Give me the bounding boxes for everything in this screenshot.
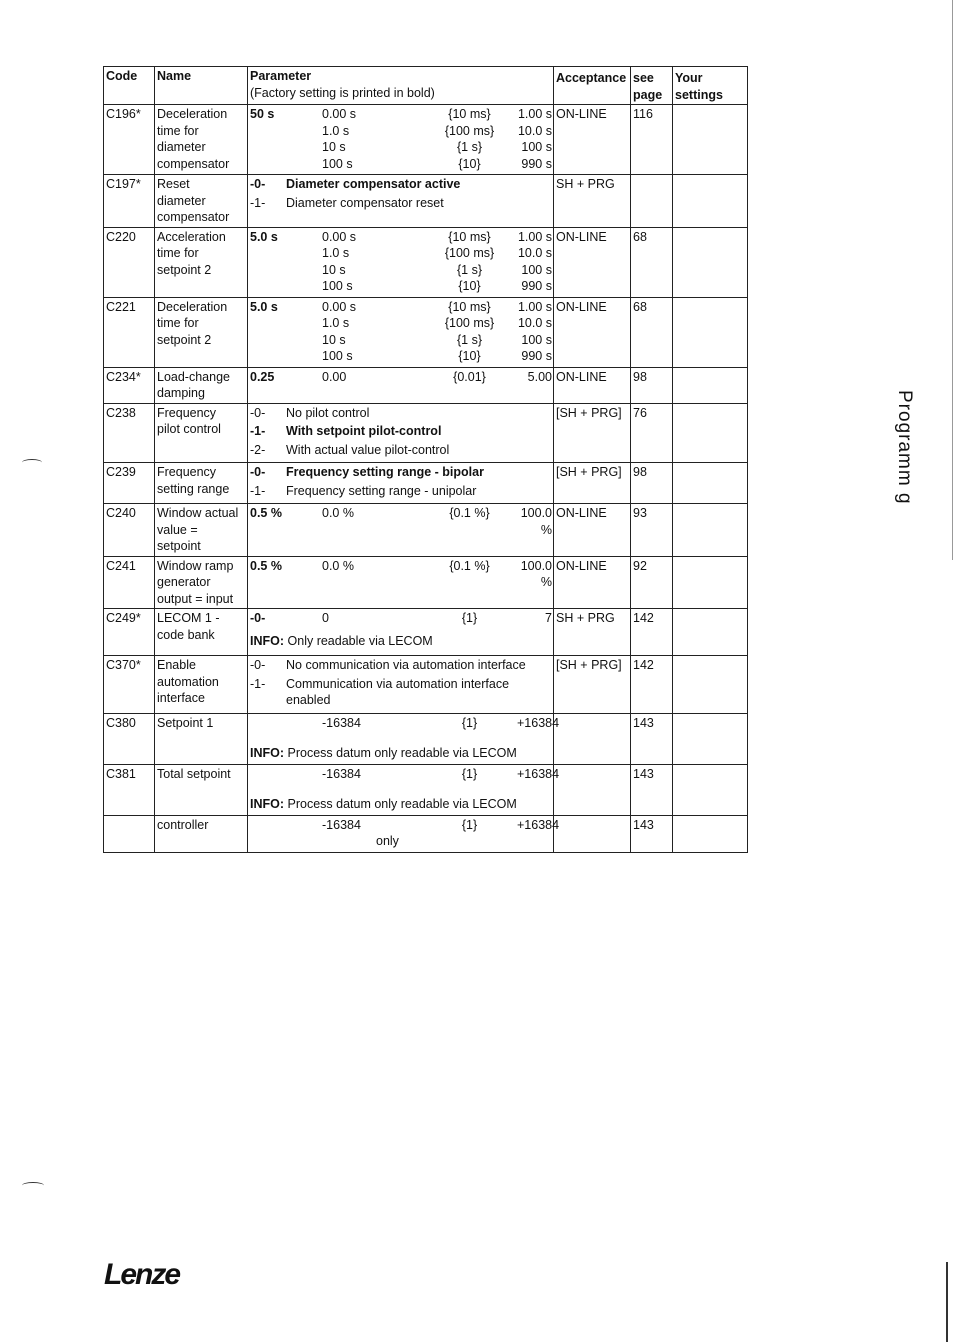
option-text: Frequency setting range - bipolar bbox=[286, 465, 484, 479]
parameter-cell bbox=[248, 297, 554, 367]
option-code: -1- bbox=[250, 483, 266, 498]
range-step: {1 s} bbox=[456, 140, 483, 154]
table-row bbox=[104, 815, 748, 852]
range-max: 100.0 % bbox=[520, 558, 552, 589]
range-max: 100 s bbox=[521, 140, 552, 154]
name-line: setpoint 2 bbox=[157, 332, 212, 347]
option-code: -0- bbox=[250, 465, 266, 479]
acceptance-cell: [SH + PRG] bbox=[554, 403, 631, 463]
name-line: Load-change bbox=[157, 369, 230, 384]
table-row bbox=[104, 367, 748, 403]
range-line bbox=[250, 817, 560, 834]
option-code: -1- bbox=[250, 195, 266, 210]
parameter-cell bbox=[248, 175, 554, 228]
range-min: 1.0 s bbox=[322, 123, 350, 138]
acceptance-cell: SH + PRG bbox=[554, 609, 631, 656]
range-min: 100 s bbox=[322, 279, 353, 293]
option-text: Frequency setting range - unipolar bbox=[286, 483, 477, 498]
header-name: Name bbox=[155, 67, 248, 105]
range-line bbox=[250, 245, 551, 262]
acceptance-cell: [SH + PRG] bbox=[554, 463, 631, 504]
parameter-extra: only bbox=[376, 834, 399, 848]
factory-setting bbox=[250, 766, 322, 783]
page-cell bbox=[631, 175, 673, 228]
page-cell: 143 bbox=[631, 713, 673, 764]
header-row bbox=[104, 67, 748, 105]
your-settings-cell bbox=[673, 656, 748, 714]
range-line bbox=[250, 106, 551, 123]
option-line bbox=[250, 657, 551, 674]
info-text: Only readable via LECOM bbox=[287, 633, 433, 648]
range-max: +16384 bbox=[517, 817, 560, 832]
name-cell bbox=[155, 227, 248, 297]
page-cell: 142 bbox=[631, 656, 673, 714]
factory-setting bbox=[250, 156, 322, 173]
range-max: 990 s bbox=[521, 156, 552, 171]
header-parameter-note: (Factory setting is printed in bold) bbox=[250, 85, 435, 100]
name-cell bbox=[155, 367, 248, 403]
name-line: automation bbox=[157, 674, 219, 689]
page-cell: 93 bbox=[631, 504, 673, 557]
factory-setting: 0.5 % bbox=[250, 506, 282, 520]
margin-mark bbox=[22, 459, 42, 466]
range-min: 10 s bbox=[322, 140, 346, 154]
range-max: 990 s bbox=[521, 279, 552, 293]
table-row bbox=[104, 463, 748, 504]
name-cell bbox=[155, 297, 248, 367]
code-cell: C220 bbox=[104, 227, 155, 297]
factory-setting: 0.5 % bbox=[250, 558, 282, 573]
table-row bbox=[104, 227, 748, 297]
info-label: INFO: bbox=[250, 797, 285, 811]
range-step: {1} bbox=[461, 817, 478, 832]
table-row bbox=[104, 504, 748, 557]
range-min: 0 bbox=[322, 611, 329, 625]
page-cell: 143 bbox=[631, 764, 673, 815]
range-min: -16384 bbox=[322, 766, 361, 781]
factory-setting: 50 s bbox=[250, 107, 275, 121]
option-text: Diameter compensator active bbox=[286, 177, 461, 191]
range-step: {10} bbox=[458, 279, 481, 293]
range-step: {100 ms} bbox=[444, 123, 495, 138]
name-line: time for bbox=[157, 316, 199, 330]
factory-setting bbox=[250, 262, 322, 279]
option-text: With setpoint pilot-control bbox=[286, 424, 442, 438]
option-text: Communication via automation interface enabled bbox=[286, 676, 510, 707]
page-edge-line bbox=[952, 0, 953, 560]
range-min: 0.00 s bbox=[322, 107, 357, 121]
option-line bbox=[250, 176, 551, 193]
spacer bbox=[250, 782, 551, 796]
header-parameter-title: Parameter bbox=[250, 69, 312, 83]
code-cell: C238 bbox=[104, 403, 155, 463]
range-line bbox=[250, 505, 551, 538]
name-cell bbox=[155, 609, 248, 656]
page-cell: 98 bbox=[631, 463, 673, 504]
table-row bbox=[104, 175, 748, 228]
table-row bbox=[104, 556, 748, 609]
header-acceptance bbox=[554, 67, 631, 105]
name-line: value = bbox=[157, 522, 198, 537]
range-min: 0.0 % bbox=[322, 558, 354, 573]
option-line bbox=[250, 442, 551, 459]
range-step: {0.1 %} bbox=[449, 558, 490, 573]
page-cell: 116 bbox=[631, 105, 673, 175]
acceptance-cell: ON-LINE bbox=[554, 105, 631, 175]
header-acceptance-label: Acceptance bbox=[556, 71, 627, 85]
your-settings-cell bbox=[673, 367, 748, 403]
factory-setting bbox=[250, 139, 322, 156]
option-code: -1- bbox=[250, 676, 266, 691]
parameter-cell bbox=[248, 815, 560, 852]
range-min: 10 s bbox=[322, 332, 346, 347]
range-step: {10 ms} bbox=[448, 299, 491, 314]
option-text: No communication via automation interface bbox=[286, 658, 526, 672]
page-cell: 92 bbox=[631, 556, 673, 609]
range-step: {100 ms} bbox=[444, 246, 495, 260]
name-line: output = input bbox=[157, 591, 234, 606]
name-line: Frequency bbox=[157, 405, 217, 420]
name-line: Frequency bbox=[157, 465, 217, 479]
range-line bbox=[250, 156, 551, 173]
info-line bbox=[250, 745, 551, 762]
acceptance-cell: ON-LINE bbox=[554, 227, 631, 297]
range-min: 1.0 s bbox=[322, 246, 350, 260]
header-see-page-2: page bbox=[633, 87, 663, 102]
option-line bbox=[250, 464, 551, 481]
name-line: setpoint 2 bbox=[157, 262, 212, 277]
code-cell: C239 bbox=[104, 463, 155, 504]
parameter-cell bbox=[248, 227, 554, 297]
name-line: Window actual bbox=[157, 506, 239, 520]
your-settings-cell bbox=[673, 297, 748, 367]
factory-setting: 0.25 bbox=[250, 369, 275, 384]
range-min: -16384 bbox=[322, 817, 361, 832]
range-max: +16384 bbox=[517, 715, 560, 730]
option-line bbox=[250, 483, 551, 500]
header-code: Code bbox=[104, 67, 155, 105]
range-min: 10 s bbox=[322, 262, 346, 277]
name-line: Acceleration bbox=[157, 229, 226, 244]
range-min: -16384 bbox=[322, 715, 361, 730]
page-cell: 68 bbox=[631, 227, 673, 297]
table-row bbox=[104, 609, 748, 656]
range-max: 100 s bbox=[521, 262, 552, 277]
range-max: 10.0 s bbox=[517, 316, 552, 330]
name-line: time for bbox=[157, 246, 199, 260]
header-parameter bbox=[248, 67, 554, 105]
name-line: setting range bbox=[157, 481, 230, 496]
name-line: compensator bbox=[157, 156, 230, 171]
range-step: {10 ms} bbox=[448, 229, 491, 244]
name-line: controller bbox=[157, 817, 209, 832]
acceptance-cell: [SH + PRG] bbox=[554, 656, 631, 714]
page-cell: 68 bbox=[631, 297, 673, 367]
parameter-cell bbox=[248, 609, 554, 656]
name-cell bbox=[155, 656, 248, 714]
your-settings-cell bbox=[673, 504, 748, 557]
range-line bbox=[250, 332, 551, 349]
info-line bbox=[250, 796, 551, 813]
name-cell bbox=[155, 463, 248, 504]
option-code: -0- bbox=[250, 405, 266, 420]
name-line: generator bbox=[157, 575, 211, 589]
side-section-label: Programm g bbox=[894, 390, 915, 505]
name-line: pilot control bbox=[157, 422, 221, 436]
option-line bbox=[250, 195, 551, 212]
factory-setting bbox=[250, 315, 322, 332]
range-min: 0.0 % bbox=[322, 506, 354, 520]
factory-setting bbox=[250, 348, 322, 365]
name-line: diameter bbox=[157, 193, 206, 208]
range-line bbox=[250, 123, 551, 140]
header-see-page bbox=[631, 67, 673, 105]
your-settings-cell bbox=[673, 713, 748, 764]
parameter-cell bbox=[248, 556, 554, 609]
table-row bbox=[104, 105, 748, 175]
option-code: -1- bbox=[250, 424, 266, 438]
page-cell: 142 bbox=[631, 609, 673, 656]
option-code: -0- bbox=[250, 658, 266, 672]
parameter-cell bbox=[248, 463, 554, 504]
code-cell: C380 bbox=[104, 713, 155, 764]
info-text: Process datum only readable via LECOM bbox=[287, 797, 517, 811]
range-max: 1.00 s bbox=[517, 107, 552, 121]
code-cell: C249* bbox=[104, 609, 155, 656]
range-max: 10.0 s bbox=[517, 246, 552, 260]
option-code: -0- bbox=[250, 177, 266, 191]
info-label: INFO: bbox=[250, 746, 285, 760]
range-max: 10.0 s bbox=[517, 123, 552, 138]
page-edge-line bbox=[946, 1262, 948, 1342]
range-max: 990 s bbox=[521, 349, 552, 363]
range-line bbox=[250, 299, 551, 316]
range-step: {10} bbox=[458, 156, 481, 171]
range-min: 0.00 s bbox=[322, 299, 357, 314]
code-cell: C240 bbox=[104, 504, 155, 557]
name-line: LECOM 1 - bbox=[157, 611, 220, 625]
info-line bbox=[250, 633, 551, 650]
range-max: 100 s bbox=[521, 332, 552, 347]
your-settings-cell bbox=[673, 556, 748, 609]
name-line: Setpoint 1 bbox=[157, 715, 214, 730]
range-step: {1 s} bbox=[456, 262, 483, 277]
range-step: {1 s} bbox=[456, 332, 483, 347]
option-text: Diameter compensator reset bbox=[286, 195, 444, 210]
acceptance-cell bbox=[554, 815, 631, 852]
your-settings-cell bbox=[673, 609, 748, 656]
code-cell: C381 bbox=[104, 764, 155, 815]
name-line: code bank bbox=[157, 627, 215, 642]
name-line: setpoint bbox=[157, 539, 201, 553]
header-your-settings bbox=[673, 67, 748, 105]
factory-setting bbox=[250, 245, 322, 262]
range-step: {0.1 %} bbox=[449, 506, 490, 520]
acceptance-cell: ON-LINE bbox=[554, 297, 631, 367]
name-cell bbox=[155, 403, 248, 463]
info-label: INFO: bbox=[250, 633, 285, 648]
range-max: 100.0 % bbox=[520, 506, 552, 537]
range-line bbox=[250, 315, 551, 332]
range-max: +16384 bbox=[517, 766, 560, 781]
range-min: 0.00 bbox=[322, 369, 347, 384]
name-line: Deceleration bbox=[157, 107, 228, 121]
parameter-table bbox=[103, 66, 748, 853]
acceptance-cell: SH + PRG bbox=[554, 175, 631, 228]
acceptance-cell: ON-LINE bbox=[554, 556, 631, 609]
range-line bbox=[250, 348, 551, 365]
range-step: {100 ms} bbox=[444, 316, 495, 330]
factory-setting bbox=[250, 123, 322, 140]
parameter-cell bbox=[248, 656, 554, 714]
your-settings-cell bbox=[673, 815, 748, 852]
factory-setting bbox=[250, 278, 322, 295]
range-max: 1.00 s bbox=[517, 299, 552, 314]
parameter-cell bbox=[248, 367, 554, 403]
range-min: 100 s bbox=[322, 156, 353, 171]
your-settings-cell bbox=[673, 403, 748, 463]
table-row bbox=[104, 656, 748, 714]
range-max: 7 bbox=[545, 611, 552, 625]
table-row bbox=[104, 297, 748, 367]
factory-setting: 5.0 s bbox=[250, 229, 278, 244]
name-line: Deceleration bbox=[157, 299, 228, 314]
name-line: Total setpoint bbox=[157, 766, 231, 781]
name-line: damping bbox=[157, 386, 205, 400]
code-cell: C370* bbox=[104, 656, 155, 714]
option-code: -2- bbox=[250, 442, 266, 457]
option-line bbox=[250, 423, 551, 440]
name-cell bbox=[155, 556, 248, 609]
option-line bbox=[250, 676, 551, 709]
name-cell bbox=[155, 175, 248, 228]
range-line bbox=[250, 558, 551, 591]
factory-setting: -0- bbox=[250, 611, 266, 625]
table-row bbox=[104, 713, 748, 764]
name-cell bbox=[155, 713, 248, 764]
spacer bbox=[250, 731, 551, 745]
table-row bbox=[104, 403, 748, 463]
table-row bbox=[104, 764, 748, 815]
page-cell: 143 bbox=[631, 815, 673, 852]
factory-setting bbox=[250, 332, 322, 349]
table-body bbox=[104, 105, 748, 853]
lenze-logo: Lenze bbox=[104, 1258, 180, 1291]
range-line bbox=[250, 278, 551, 295]
acceptance-cell bbox=[554, 713, 631, 764]
code-cell bbox=[104, 815, 155, 852]
range-max: 1.00 s bbox=[517, 229, 552, 244]
header-settings-2: settings bbox=[675, 87, 723, 102]
acceptance-cell: ON-LINE bbox=[554, 367, 631, 403]
code-cell: C241 bbox=[104, 556, 155, 609]
range-line bbox=[250, 369, 551, 386]
name-line: Window ramp bbox=[157, 558, 234, 573]
your-settings-cell bbox=[673, 227, 748, 297]
name-cell bbox=[155, 105, 248, 175]
range-step: {1} bbox=[461, 611, 478, 625]
acceptance-cell: ON-LINE bbox=[554, 504, 631, 557]
parameter-extra-line bbox=[250, 833, 551, 850]
code-cell: C234* bbox=[104, 367, 155, 403]
range-line bbox=[250, 229, 551, 246]
option-text: No pilot control bbox=[286, 405, 370, 420]
range-step: {0.01} bbox=[453, 369, 486, 384]
option-line bbox=[250, 405, 551, 422]
range-step: {10 ms} bbox=[448, 107, 491, 121]
your-settings-cell bbox=[673, 175, 748, 228]
name-cell bbox=[155, 815, 248, 852]
name-line: diameter bbox=[157, 140, 206, 154]
range-line bbox=[250, 766, 560, 783]
code-cell: C196* bbox=[104, 105, 155, 175]
margin-mark bbox=[22, 1182, 44, 1189]
range-step: {10} bbox=[458, 349, 481, 363]
your-settings-cell bbox=[673, 463, 748, 504]
range-line bbox=[250, 610, 551, 627]
factory-setting bbox=[250, 715, 322, 732]
range-min: 0.00 s bbox=[322, 229, 357, 244]
info-text: Process datum only readable via LECOM bbox=[287, 746, 517, 760]
your-settings-cell bbox=[673, 105, 748, 175]
name-cell bbox=[155, 504, 248, 557]
factory-setting: 5.0 s bbox=[250, 299, 278, 314]
acceptance-cell bbox=[554, 764, 631, 815]
page-cell: 76 bbox=[631, 403, 673, 463]
parameter-cell bbox=[248, 764, 560, 815]
range-line bbox=[250, 139, 551, 156]
name-cell bbox=[155, 764, 248, 815]
header-settings-1: Your bbox=[675, 71, 703, 85]
parameter-cell bbox=[248, 504, 554, 557]
name-line: compensator bbox=[157, 210, 230, 224]
parameter-cell bbox=[248, 713, 560, 764]
range-step: {1} bbox=[461, 766, 478, 781]
name-line: Reset bbox=[157, 177, 190, 191]
your-settings-cell bbox=[673, 764, 748, 815]
range-min: 1.0 s bbox=[322, 316, 350, 330]
page-cell: 98 bbox=[631, 367, 673, 403]
code-cell: C197* bbox=[104, 175, 155, 228]
option-text: With actual value pilot-control bbox=[286, 442, 450, 457]
name-line: time for bbox=[157, 123, 199, 138]
name-line: Enable bbox=[157, 658, 196, 672]
parameter-cell bbox=[248, 403, 554, 463]
code-cell: C221 bbox=[104, 297, 155, 367]
parameter-cell bbox=[248, 105, 554, 175]
range-step: {1} bbox=[461, 715, 478, 730]
range-min: 100 s bbox=[322, 349, 353, 363]
range-line bbox=[250, 715, 560, 732]
factory-setting bbox=[250, 817, 322, 834]
range-max: 5.00 bbox=[527, 369, 552, 384]
range-line bbox=[250, 262, 551, 279]
name-line: interface bbox=[157, 691, 205, 705]
header-see-page-1: see bbox=[633, 71, 654, 85]
